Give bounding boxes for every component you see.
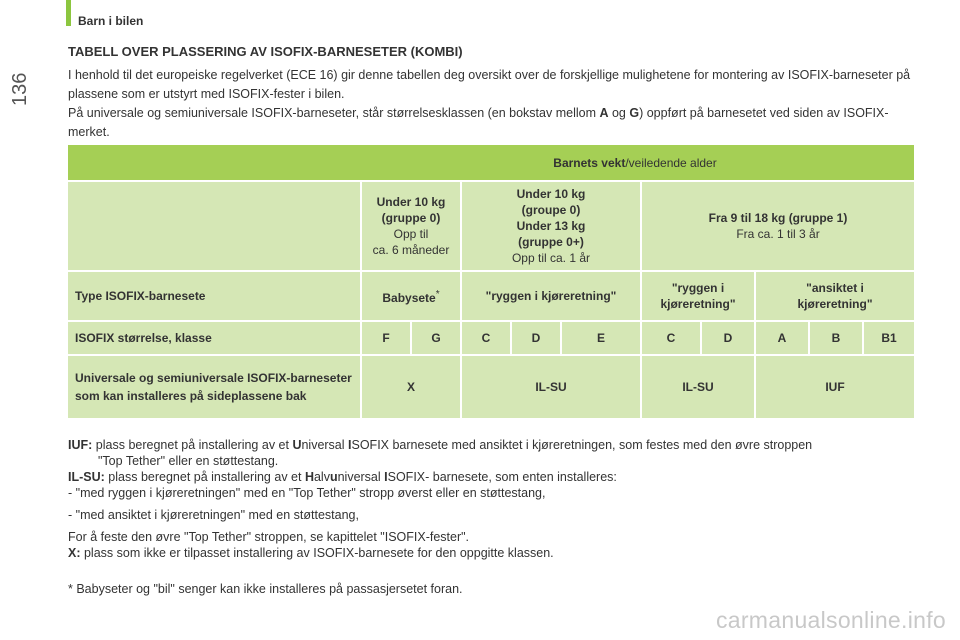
notes-section: [68, 437, 928, 561]
universal-value-cell: IUF: [754, 356, 914, 418]
universal-value-cell: IL-SU: [460, 356, 640, 418]
size-row-label: ISOFIX størrelse, klasse: [68, 322, 360, 354]
size-class-cell: B1: [862, 322, 914, 354]
universal-row-label: Universale og semiuniversale ISOFIX-barneseter som kan installeres på sideplassene bak: [68, 356, 360, 418]
size-class-cell: G: [410, 322, 460, 354]
intro-text: [68, 66, 918, 142]
watermark: carmanualsonline.info: [715, 607, 946, 633]
isofix-table: [68, 143, 914, 420]
letter-a: A: [599, 106, 609, 120]
universal-row: [68, 356, 914, 418]
section-accent-bar: [66, 0, 71, 26]
type-row-label: Type ISOFIX-barnesete: [68, 272, 360, 320]
ilsu-bullet-front: - "med ansiktet i kjøreretningen" med en støttestang,: [68, 508, 359, 522]
top-tether-note: For å feste den øvre "Top Tether" stroppen, se kapittelet "ISOFIX-fester".: [68, 530, 470, 544]
rear-facing-cell-2: "ryggen i kjøreretning": [640, 272, 754, 320]
size-class-cell: F: [360, 322, 410, 354]
x-note: X: plass som ikke er tilpasset installering av ISOFIX-barnesete for den oppgitte klassen.: [68, 546, 554, 560]
forward-facing-cell: "ansiktet i kjøreretning": [754, 272, 914, 320]
size-class-row: [68, 322, 914, 354]
weight-header: Barnets vekt/veiledende alder: [68, 145, 914, 180]
babysete-cell: Babysete*: [360, 272, 460, 320]
type-row: [68, 272, 914, 320]
table-header-row: [68, 145, 914, 180]
intro-paragraph-2: På universale og semiuniversale ISOFIX-barneseter, står størrelsesklassen (en bokstav mellom A og G) oppført på barnesetet ved siden av ISOFIX-merket.: [68, 106, 889, 139]
page-title: TABELL OVER PLASSERING AV ISOFIX-BARNESETER (KOMBI): [68, 44, 463, 59]
empty-cell: [68, 182, 360, 270]
letter-g: G: [629, 106, 640, 120]
footnote: * Babyseter og "bil" senger kan ikke installeres på passasjersetet foran.: [68, 582, 463, 596]
universal-value-cell: IL-SU: [640, 356, 754, 418]
size-class-cell: A: [754, 322, 808, 354]
size-class-cell: D: [700, 322, 754, 354]
ilsu-bullet-rear: - "med ryggen i kjøreretningen" med en "Top Tether" stropp øverst eller en støttestang,: [68, 486, 546, 500]
size-class-cell: C: [460, 322, 510, 354]
section-header: Barn i bilen: [78, 14, 144, 28]
size-class-cell: D: [510, 322, 560, 354]
size-class-cell: C: [640, 322, 700, 354]
page-number: 136: [9, 72, 31, 106]
group-0-cell: Under 10 kg (gruppe 0) Opp til ca. 6 måneder: [360, 182, 460, 270]
intro-paragraph-1: I henhold til det europeiske regelverket (ECE 16) gir denne tabellen deg oversikt over de forskjellige mulighetene for montering av ISOFIX-barneseter på plassene som er utstyrt med ISOFIX-fester i bilen.: [68, 68, 911, 101]
universal-value-cell: X: [360, 356, 460, 418]
weight-groups-row: [68, 182, 914, 270]
iuf-note-continuation: "Top Tether" eller en støttestang.: [98, 454, 279, 468]
rear-facing-cell-1: "ryggen i kjøreretning": [460, 272, 640, 320]
group-1-cell: Fra 9 til 18 kg (gruppe 1) Fra ca. 1 til 3 år: [640, 182, 914, 270]
ilsu-note: IL-SU: plass beregnet på installering av et Halvuniversal ISOFIX- barnesete, som enten installeres:: [68, 470, 617, 484]
iuf-note: IUF: plass beregnet på installering av et Universal ISOFIX barnesete med ansiktet i kjøreretningen, som festes med den øvre stroppen: [68, 438, 813, 452]
size-class-cell: B: [808, 322, 862, 354]
group-0plus-cell: Under 10 kg (groupe 0) Under 13 kg (gruppe 0+) Opp til ca. 1 år: [460, 182, 640, 270]
size-class-cell: E: [560, 322, 640, 354]
